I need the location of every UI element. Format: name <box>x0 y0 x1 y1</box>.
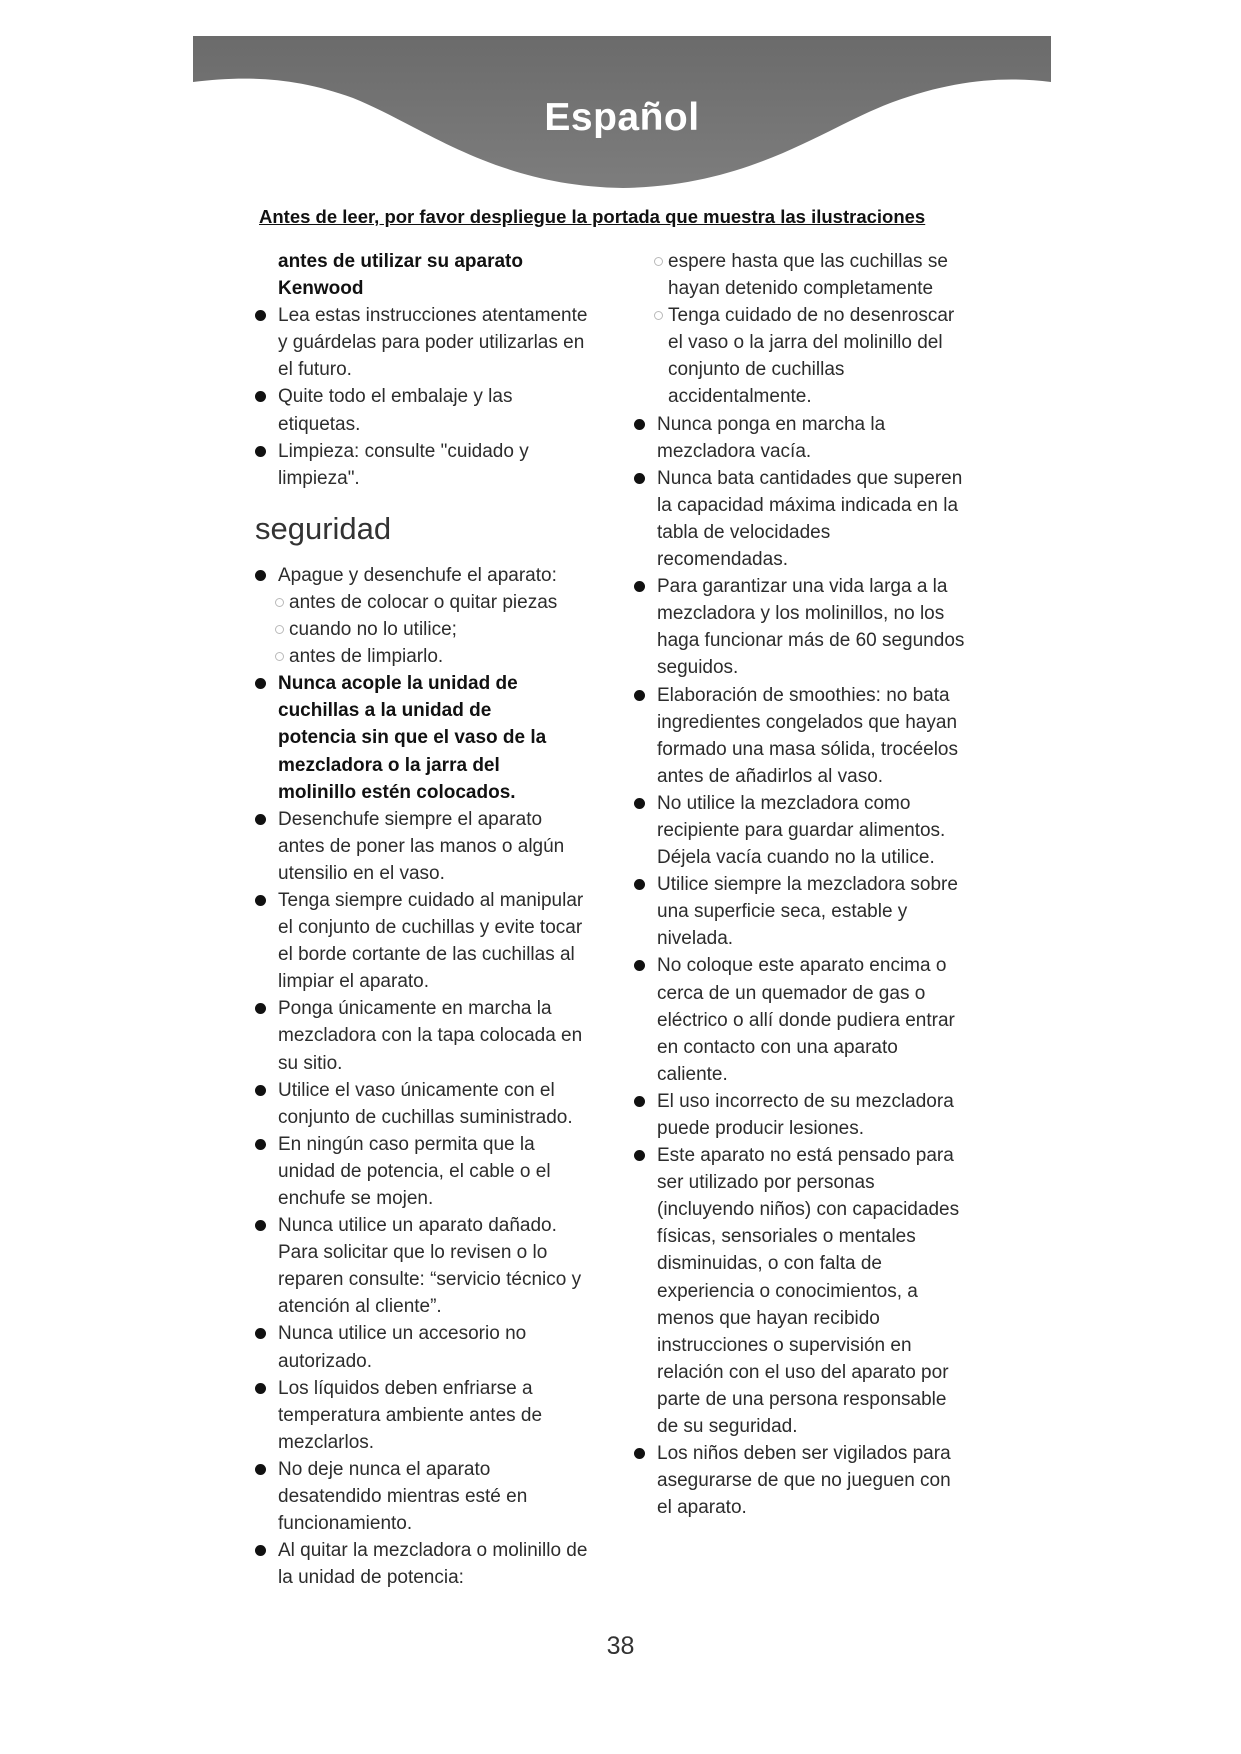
bullet-dot-icon <box>634 960 645 971</box>
bullet-item <box>634 682 1004 790</box>
left-column <box>255 248 615 1591</box>
bullet-dot-icon <box>255 1085 266 1096</box>
text-line: caliente. <box>657 1063 728 1085</box>
text-line: Utilice el vaso únicamente con el <box>278 1079 555 1101</box>
text-line: Nunca bata cantidades que superen <box>657 467 963 489</box>
bullet-dot-icon <box>255 570 266 581</box>
bullet-dot-icon <box>255 1383 266 1394</box>
bullet-dot-icon <box>255 1328 266 1339</box>
text-line: desatendido mientras esté en <box>278 1486 528 1508</box>
bullet-item <box>255 1320 615 1374</box>
bullet-item <box>255 1077 615 1131</box>
text-line: el vaso o la jarra del molinillo del <box>668 332 943 354</box>
text-line: eléctrico o allí donde pudiera entrar <box>657 1009 955 1031</box>
bullet-item <box>634 573 1004 681</box>
text-line: ser utilizado por personas <box>657 1172 875 1194</box>
right-column <box>634 248 1004 1521</box>
text-line: No utilice la mezcladora como <box>657 792 911 814</box>
text-line: cerca de un quemador de gas o <box>657 982 926 1004</box>
text-line: Los niños deben ser vigilados para <box>657 1443 951 1465</box>
text-line: y guárdelas para poder utilizarlas en <box>278 332 585 354</box>
bullet-dot-icon <box>634 1150 645 1161</box>
text-line: reparen consulte: “servicio técnico y <box>278 1269 582 1291</box>
text-line: ingredientes congelados que hayan <box>657 711 958 733</box>
text-line: Tenga siempre cuidado al manipular <box>278 889 584 911</box>
bullet-item <box>634 1088 1004 1142</box>
bullet-dot-icon <box>255 1464 266 1475</box>
text-line: utensilio en el vaso. <box>278 862 445 884</box>
text-line: antes de limpiarlo. <box>289 646 444 668</box>
text-line: Ponga únicamente en marcha la <box>278 998 552 1020</box>
text-line: en contacto con una aparato <box>657 1036 898 1058</box>
bullet-item <box>634 871 1004 952</box>
text-line: Elaboración de smoothies: no bata <box>657 684 950 706</box>
text-line: el conjunto de cuchillas y evite tocar <box>278 917 583 939</box>
text-line: Nunca utilice un aparato dañado. <box>278 1215 557 1237</box>
text-line: físicas, sensoriales o mentales <box>657 1226 916 1248</box>
sub-bullet-icon <box>275 652 284 661</box>
bullet-item <box>255 806 615 887</box>
text-line: antes de colocar o quitar piezas <box>289 591 558 613</box>
text-line: molinillo estén colocados. <box>278 781 516 803</box>
bullet-dot-icon <box>634 419 645 430</box>
text-line: menos que hayan recibido <box>657 1307 880 1329</box>
text-line: Limpieza: consulte "cuidado y <box>278 440 529 462</box>
text-line: mezcladora con la tapa colocada en <box>278 1025 583 1047</box>
text-line: El uso incorrecto de su mezcladora <box>657 1090 954 1112</box>
bullet-dot-icon <box>255 1220 266 1231</box>
bullet-dot-icon <box>634 1096 645 1107</box>
text-line: Este aparato no está pensado para <box>657 1145 954 1167</box>
text-line: Para garantizar una vida larga a la <box>657 576 948 598</box>
text-line: limpieza". <box>278 467 360 489</box>
text-line: seguidos. <box>657 657 739 679</box>
text-line: cuchillas a la unidad de <box>278 700 492 722</box>
bullet-dot-icon <box>255 391 266 402</box>
text-line: mezclarlos. <box>278 1431 375 1453</box>
text-line: su sitio. <box>278 1052 343 1074</box>
bullet-dot-icon <box>255 678 266 689</box>
text-line: limpiar el aparato. <box>278 971 430 993</box>
bullet-dot-icon <box>255 310 266 321</box>
bullet-item <box>255 383 615 437</box>
page-number: 38 <box>606 1632 635 1660</box>
read-notice: Antes de leer, por favor despliegue la portada que muestra las ilustraciones <box>259 206 926 227</box>
text-line: En ningún caso permita que la <box>278 1133 535 1155</box>
text-line: parte de una persona responsable <box>657 1388 947 1410</box>
bullet-item <box>634 1440 1004 1521</box>
text-line: Desenchufe siempre el aparato <box>278 808 543 830</box>
text-line: autorizado. <box>278 1350 373 1372</box>
text-line: Lea estas instrucciones atentamente <box>278 305 588 327</box>
text-line: mezcladora o la jarra del <box>278 754 500 776</box>
text-line: No coloque este aparato encima o <box>657 955 947 977</box>
text-line: experiencia o conocimientos, a <box>657 1280 918 1302</box>
text-line: recipiente para guardar alimentos. <box>657 819 946 841</box>
sub-bullet-icon <box>275 625 284 634</box>
text-line: Nunca utilice un accesorio no <box>278 1323 527 1345</box>
bullet-dot-icon <box>255 446 266 457</box>
text-line: nivelada. <box>657 928 734 950</box>
text-line: mezcladora vacía. <box>657 440 812 462</box>
text-line: hayan detenido completamente <box>668 278 934 300</box>
bullet-dot-icon <box>634 798 645 809</box>
bullet-dot-icon <box>255 1545 266 1556</box>
text-line: asegurarse de que no jueguen con <box>657 1470 951 1492</box>
text-line: potencia sin que el vaso de la <box>278 727 547 749</box>
sub-item <box>255 589 615 616</box>
bullet-item <box>634 1142 1004 1440</box>
bullet-item <box>634 952 1004 1087</box>
bullet-item <box>255 1131 615 1212</box>
sub-bullet-icon <box>654 257 663 266</box>
text-line: Utilice siempre la mezcladora sobre <box>657 874 958 896</box>
text-line: cuando no lo utilice; <box>289 619 457 641</box>
text-line: la capacidad máxima indicada en la <box>657 494 959 516</box>
text-line: Quite todo el embalaje y las <box>278 386 513 408</box>
bullet-item <box>255 1456 615 1537</box>
text-line: Nunca ponga en marcha la <box>657 413 886 435</box>
text-line: temperatura ambiente antes de <box>278 1404 543 1426</box>
text-line: No deje nunca el aparato <box>278 1458 491 1480</box>
text-line: Kenwood <box>278 278 364 300</box>
text-line: Tenga cuidado de no desenroscar <box>668 305 955 327</box>
bullet-item <box>255 562 615 589</box>
text-line: antes de utilizar su aparato <box>278 251 523 272</box>
text-line: instrucciones o supervisión en <box>657 1334 912 1356</box>
bullet-dot-icon <box>255 1139 266 1150</box>
text-line: atención al cliente”. <box>278 1296 442 1318</box>
text-line: la unidad de potencia: <box>278 1567 464 1589</box>
text-line: accidentalmente. <box>668 386 812 408</box>
bullet-item <box>255 438 615 492</box>
text-line: Apague y desenchufe el aparato: <box>278 564 557 586</box>
text-line: relación con el uso del aparato por <box>657 1361 949 1383</box>
bullet-dot-icon <box>634 879 645 890</box>
bullet-dot-icon <box>634 690 645 701</box>
sub-item <box>255 643 615 670</box>
bullet-item <box>634 411 1004 465</box>
page-language-title: Español <box>544 96 700 139</box>
text-line: mezcladora y los molinillos, no los <box>657 603 945 625</box>
text-line: recomendadas. <box>657 549 788 571</box>
text-line: Para solicitar que lo revisen o lo <box>278 1242 548 1264</box>
bullet-item <box>634 790 1004 871</box>
text-line: Nunca acople la unidad de <box>278 673 518 695</box>
text-line: tabla de velocidades <box>657 521 831 543</box>
text-line: espere hasta que las cuchillas se <box>668 251 948 272</box>
bullet-item <box>255 1537 615 1591</box>
bullet-item <box>255 302 615 383</box>
text-line: el aparato. <box>657 1497 747 1519</box>
text-line: unidad de potencia, el cable o el <box>278 1160 551 1182</box>
sub-bullet-icon <box>275 598 284 607</box>
text-line: etiquetas. <box>278 413 361 435</box>
bullet-dot-icon <box>634 1448 645 1459</box>
bullet-dot-icon <box>255 895 266 906</box>
bullet-dot-icon <box>634 473 645 484</box>
text-line: conjunto de cuchillas <box>668 359 845 381</box>
text-line: Los líquidos deben enfriarse a <box>278 1377 533 1399</box>
text-line: de su seguridad. <box>657 1416 798 1438</box>
bullet-item <box>255 670 615 805</box>
bullet-item <box>255 995 615 1076</box>
text-line: funcionamiento. <box>278 1513 413 1535</box>
text-line: conjunto de cuchillas suministrado. <box>278 1106 573 1128</box>
intro-heading <box>255 248 615 302</box>
text-line: Déjela vacía cuando no la utilice. <box>657 847 935 869</box>
text-line: (incluyendo niños) con capacidades <box>657 1199 960 1221</box>
text-line: haga funcionar más de 60 segundos <box>657 630 965 652</box>
bullet-dot-icon <box>255 1003 266 1014</box>
bullet-dot-icon <box>634 581 645 592</box>
sub-item <box>634 302 1004 410</box>
text-line: antes de poner las manos o algún <box>278 835 565 857</box>
text-line: una superficie seca, estable y <box>657 901 908 923</box>
bullet-item <box>255 1375 615 1456</box>
sub-item <box>634 248 1004 302</box>
bullet-item <box>255 887 615 995</box>
language-header-banner <box>193 36 1051 190</box>
bullet-item <box>634 465 1004 573</box>
sub-item <box>255 616 615 643</box>
bullet-dot-icon <box>255 814 266 825</box>
text-line: formado una masa sólida, trocéelos <box>657 738 958 760</box>
section-heading-seguridad: seguridad <box>255 510 392 546</box>
sub-bullet-icon <box>654 311 663 320</box>
text-line: enchufe se mojen. <box>278 1188 434 1209</box>
text-line: antes de añadirlos al vaso. <box>657 765 884 787</box>
text-line: puede producir lesiones. <box>657 1118 865 1139</box>
text-line: disminuidas, o con falta de <box>657 1253 882 1275</box>
bullet-item <box>255 1212 615 1320</box>
text-line: el borde cortante de las cuchillas al <box>278 944 575 966</box>
text-line: el futuro. <box>278 359 352 381</box>
text-line: Al quitar la mezcladora o molinillo de <box>278 1540 588 1562</box>
